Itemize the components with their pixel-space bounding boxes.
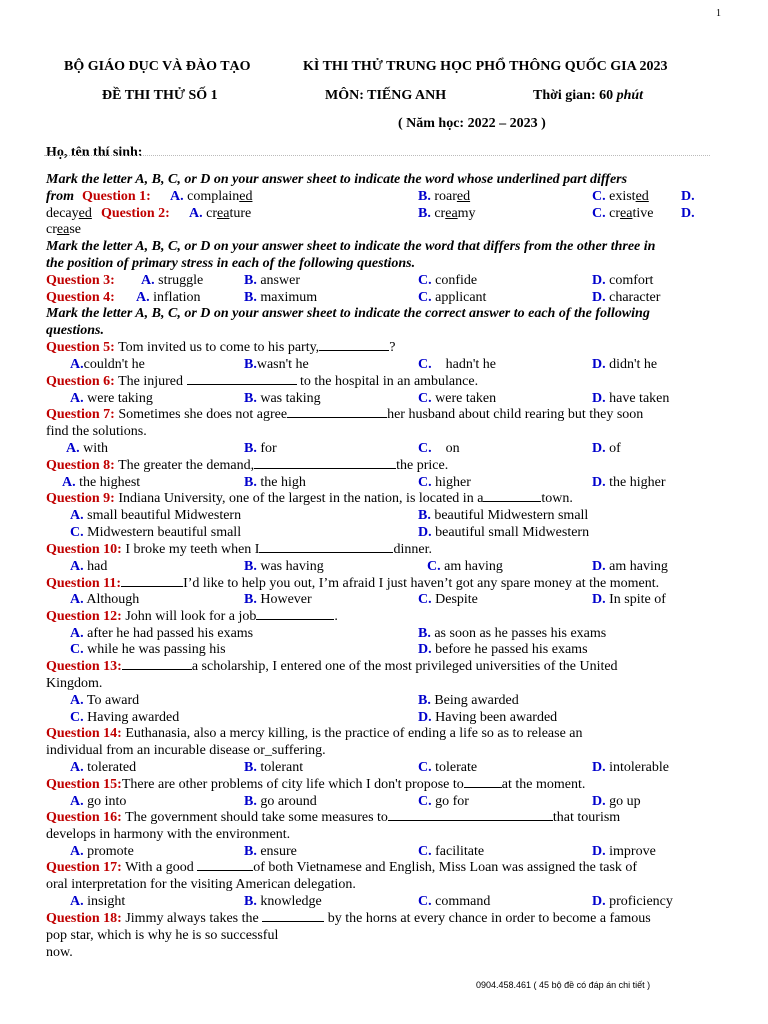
question-7-cont: find the solutions. — [46, 424, 147, 439]
q17-option-b[interactable]: B. knowledge — [244, 894, 322, 909]
q8-option-c[interactable]: C. higher — [418, 475, 471, 490]
question-7: Question 7: Sometimes she does not agree her husband about child rearing but they soon — [46, 407, 644, 422]
q12-options-2 — [0, 641, 768, 658]
q16-option-c[interactable]: C. facilitate — [418, 844, 485, 859]
instruction-stress: Mark the letter A, B, C, or D on your answer sheet to indicate the word that differs from the other three in — [46, 239, 656, 254]
question-10: Question 10: I broke my teeth when I dinner. — [46, 542, 432, 557]
q16-option-d[interactable]: D. improve — [592, 844, 656, 859]
q13-option-d[interactable]: D. Having been awarded — [418, 710, 558, 725]
q10-option-d[interactable]: D. am having — [592, 559, 668, 574]
question-17-cont: oral interpretation for the visiting American delegation. — [46, 877, 356, 892]
q9-options-1 — [0, 507, 768, 524]
q8-option-a[interactable]: A. the highest — [62, 475, 141, 490]
footer-contact: 0904.458.461 ( 45 bộ đề có đáp án chi tiết ) — [476, 980, 651, 990]
instruction-pronunciation: Mark the letter A, B, C, or D on your answer sheet to indicate the word whose underlined part differs — [46, 172, 628, 187]
question-14-cont: individual from an incurable disease or_suffering. — [46, 743, 326, 758]
subject: MÔN: TIẾNG ANH — [325, 88, 447, 103]
q15-option-b[interactable]: B. go around — [244, 794, 317, 809]
q9-option-d[interactable]: D. beautiful small Midwestern — [418, 525, 590, 540]
q8-option-b[interactable]: B. the high — [244, 475, 306, 490]
q17-options — [0, 893, 768, 910]
q13-options-1 — [0, 692, 768, 709]
q5-option-c[interactable]: C. hadn't he — [418, 357, 496, 372]
q1-option-c[interactable]: C. existed — [592, 189, 649, 204]
q11-options — [0, 591, 768, 608]
q15-option-d[interactable]: D. go up — [592, 794, 641, 809]
q4-option-b[interactable]: B. maximum — [244, 290, 318, 305]
question-1: from Question 1: A. complained B. roared C. existed D. — [46, 189, 695, 204]
q5-option-d[interactable]: D. didn't he — [592, 357, 658, 372]
question-9: Question 9: Indiana University, one of the largest in the nation, is located in a town. — [46, 491, 573, 506]
q6-option-d[interactable]: D. have taken — [592, 391, 670, 406]
time-limit: Thời gian: 60 phút — [533, 88, 644, 103]
question-17: Question 17: With a good of both Vietnamese and English, Miss Loan was assigned the task of — [46, 860, 638, 875]
exam-title: KÌ THI THỬ TRUNG HỌC PHỔ THÔNG QUỐC GIA 2023 — [303, 59, 668, 74]
q12-options-1 — [0, 625, 768, 642]
q13-options-2 — [0, 709, 768, 726]
question-12: Question 12: John will look for a job . — [46, 609, 338, 624]
ministry-name: BỘ GIÁO DỤC VÀ ĐÀO TẠO — [64, 59, 251, 74]
q6-option-a[interactable]: A. were taking — [70, 391, 153, 406]
q15-option-a[interactable]: A. go into — [70, 794, 127, 809]
q15-option-c[interactable]: C. go for — [418, 794, 469, 809]
q1-option-d-label[interactable]: D. — [681, 189, 695, 204]
q14-option-a[interactable]: A. tolerated — [70, 760, 137, 775]
name-divider — [44, 155, 710, 156]
q6-option-c[interactable]: C. were taken — [418, 391, 497, 406]
school-year: ( Năm học: 2022 – 2023 ) — [398, 116, 546, 131]
q6-option-b[interactable]: B. was taking — [244, 391, 321, 406]
q14-options — [0, 759, 768, 776]
q5-options — [0, 356, 768, 373]
q7-option-a[interactable]: A. with — [66, 441, 109, 456]
q7-option-c[interactable]: C. on — [418, 441, 460, 456]
question-18: Question 18: Jimmy always takes the by the horns at every chance in order to become a famous — [46, 911, 651, 926]
q14-option-d[interactable]: D. intolerable — [592, 760, 669, 775]
question-5: Question 5: Tom invited us to come to his party, ? — [46, 340, 396, 355]
q17-option-a[interactable]: A. insight — [70, 894, 126, 909]
q2-option-d[interactable]: crease — [46, 222, 81, 237]
q11-option-b[interactable]: B. However — [244, 592, 312, 607]
q10-options — [0, 558, 768, 575]
q6-options — [0, 390, 768, 407]
q2-option-d-label[interactable]: D. — [681, 206, 695, 221]
q3-option-b[interactable]: B. answer — [244, 273, 300, 288]
q13-option-b[interactable]: B. Being awarded — [418, 693, 519, 708]
q8-option-d[interactable]: D. the higher — [592, 475, 666, 490]
q16-options — [0, 843, 768, 860]
instruction-answer: Mark the letter A, B, C, or D on your answer sheet to indicate the correct answer to each of the following — [46, 306, 650, 321]
q7-option-b[interactable]: B. for — [244, 441, 277, 456]
question-13: Question 13: a scholarship, I entered one of the most privileged universities of the United — [46, 659, 618, 674]
q17-option-d[interactable]: D. proficiency — [592, 894, 673, 909]
q14-option-b[interactable]: B. tolerant — [244, 760, 304, 775]
q13-option-c[interactable]: C. Having awarded — [70, 710, 180, 725]
q12-option-d[interactable]: D. before he passed his exams — [418, 642, 588, 657]
q12-option-a[interactable]: A. after he had passed his exams — [70, 626, 254, 641]
question-15: Question 15:There are other problems of city life which I don't propose to at the moment. — [46, 777, 586, 792]
q10-option-c[interactable]: C. am having — [427, 559, 503, 574]
question-6: Question 6: The injured to the hospital in an ambulance. — [46, 374, 479, 389]
q5-option-a[interactable]: A.couldn't he — [70, 357, 145, 372]
q11-option-c[interactable]: C. Despite — [418, 592, 478, 607]
page-number: 1 — [716, 8, 721, 19]
q7-options — [0, 440, 768, 457]
q17-option-c[interactable]: C. command — [418, 894, 491, 909]
q14-option-c[interactable]: C. tolerate — [418, 760, 478, 775]
q7-option-d[interactable]: D. of — [592, 441, 621, 456]
test-number: ĐỀ THI THỬ SỐ 1 — [102, 88, 218, 103]
question-16-cont: develops in harmony with the environment. — [46, 827, 291, 842]
q11-option-d[interactable]: D. In spite of — [592, 592, 666, 607]
q9-option-c[interactable]: C. Midwestern beautiful small — [70, 525, 242, 540]
q13-option-a[interactable]: A. To award — [70, 693, 140, 708]
q4-option-d[interactable]: D. character — [592, 290, 661, 305]
question-2: decayed Question 2: A. creature B. creamy C. creative D. — [46, 206, 695, 221]
q9-options-2 — [0, 524, 768, 541]
q4-option-c[interactable]: C. applicant — [418, 290, 487, 305]
q16-option-a[interactable]: A. promote — [70, 844, 134, 859]
candidate-name-label: Họ, tên thí sinh: — [46, 145, 143, 160]
q16-option-b[interactable]: B. ensure — [244, 844, 297, 859]
question-11: Question 11: I’d like to help you out, I’m afraid I just haven’t got any spare money at the moment. — [46, 576, 660, 591]
q3-option-a[interactable]: A. struggle — [141, 273, 204, 288]
question-18-cont: pop star, which is why he is so successful — [46, 928, 279, 943]
q1-option-d[interactable]: decayed — [46, 206, 92, 221]
q10-option-b[interactable]: B. was having — [244, 559, 324, 574]
q9-option-a[interactable]: A. small beautiful Midwestern — [70, 508, 242, 523]
question-16: Question 16: The government should take some measures to that tourism — [46, 810, 621, 825]
question-8: Question 8: The greater the demand, the price. — [46, 458, 449, 473]
q5-option-b[interactable]: B.wasn't he — [244, 357, 309, 372]
question-13-cont: Kingdom. — [46, 676, 103, 691]
question-4: Question 4: A. inflation B. maximum C. applicant D. character — [46, 290, 661, 305]
q11-option-a[interactable]: A. Although — [70, 592, 140, 607]
q8-options — [0, 474, 768, 491]
q9-option-b[interactable]: B. beautiful Midwestern small — [418, 508, 589, 523]
question-14: Question 14: Euthanasia, also a mercy killing, is the practice of ending a life so as to release an — [46, 726, 583, 741]
q1-option-a[interactable]: A. complained — [170, 189, 253, 204]
q15-options — [0, 793, 768, 810]
instruction-answer-2: questions. — [46, 323, 104, 338]
q2-option-a[interactable]: A. creature — [189, 206, 252, 221]
q3-option-d[interactable]: D. comfort — [592, 273, 654, 288]
q1-option-b[interactable]: B. roared — [418, 189, 471, 204]
instruction-stress-2: the position of primary stress in each of the following questions. — [46, 256, 416, 271]
q10-option-a[interactable]: A. had — [70, 559, 108, 574]
q2-option-c[interactable]: C. creative — [592, 206, 654, 221]
question-18-cont-2: now. — [46, 945, 73, 960]
q4-option-a[interactable]: A. inflation — [136, 290, 201, 305]
q2-option-b[interactable]: B. creamy — [418, 206, 476, 221]
q12-option-c[interactable]: C. while he was passing his — [70, 642, 226, 657]
question-3: Question 3: A. struggle B. answer C. confide D. comfort — [46, 273, 654, 288]
q12-option-b[interactable]: B. as soon as he passes his exams — [418, 626, 607, 641]
q3-option-c[interactable]: C. confide — [418, 273, 478, 288]
